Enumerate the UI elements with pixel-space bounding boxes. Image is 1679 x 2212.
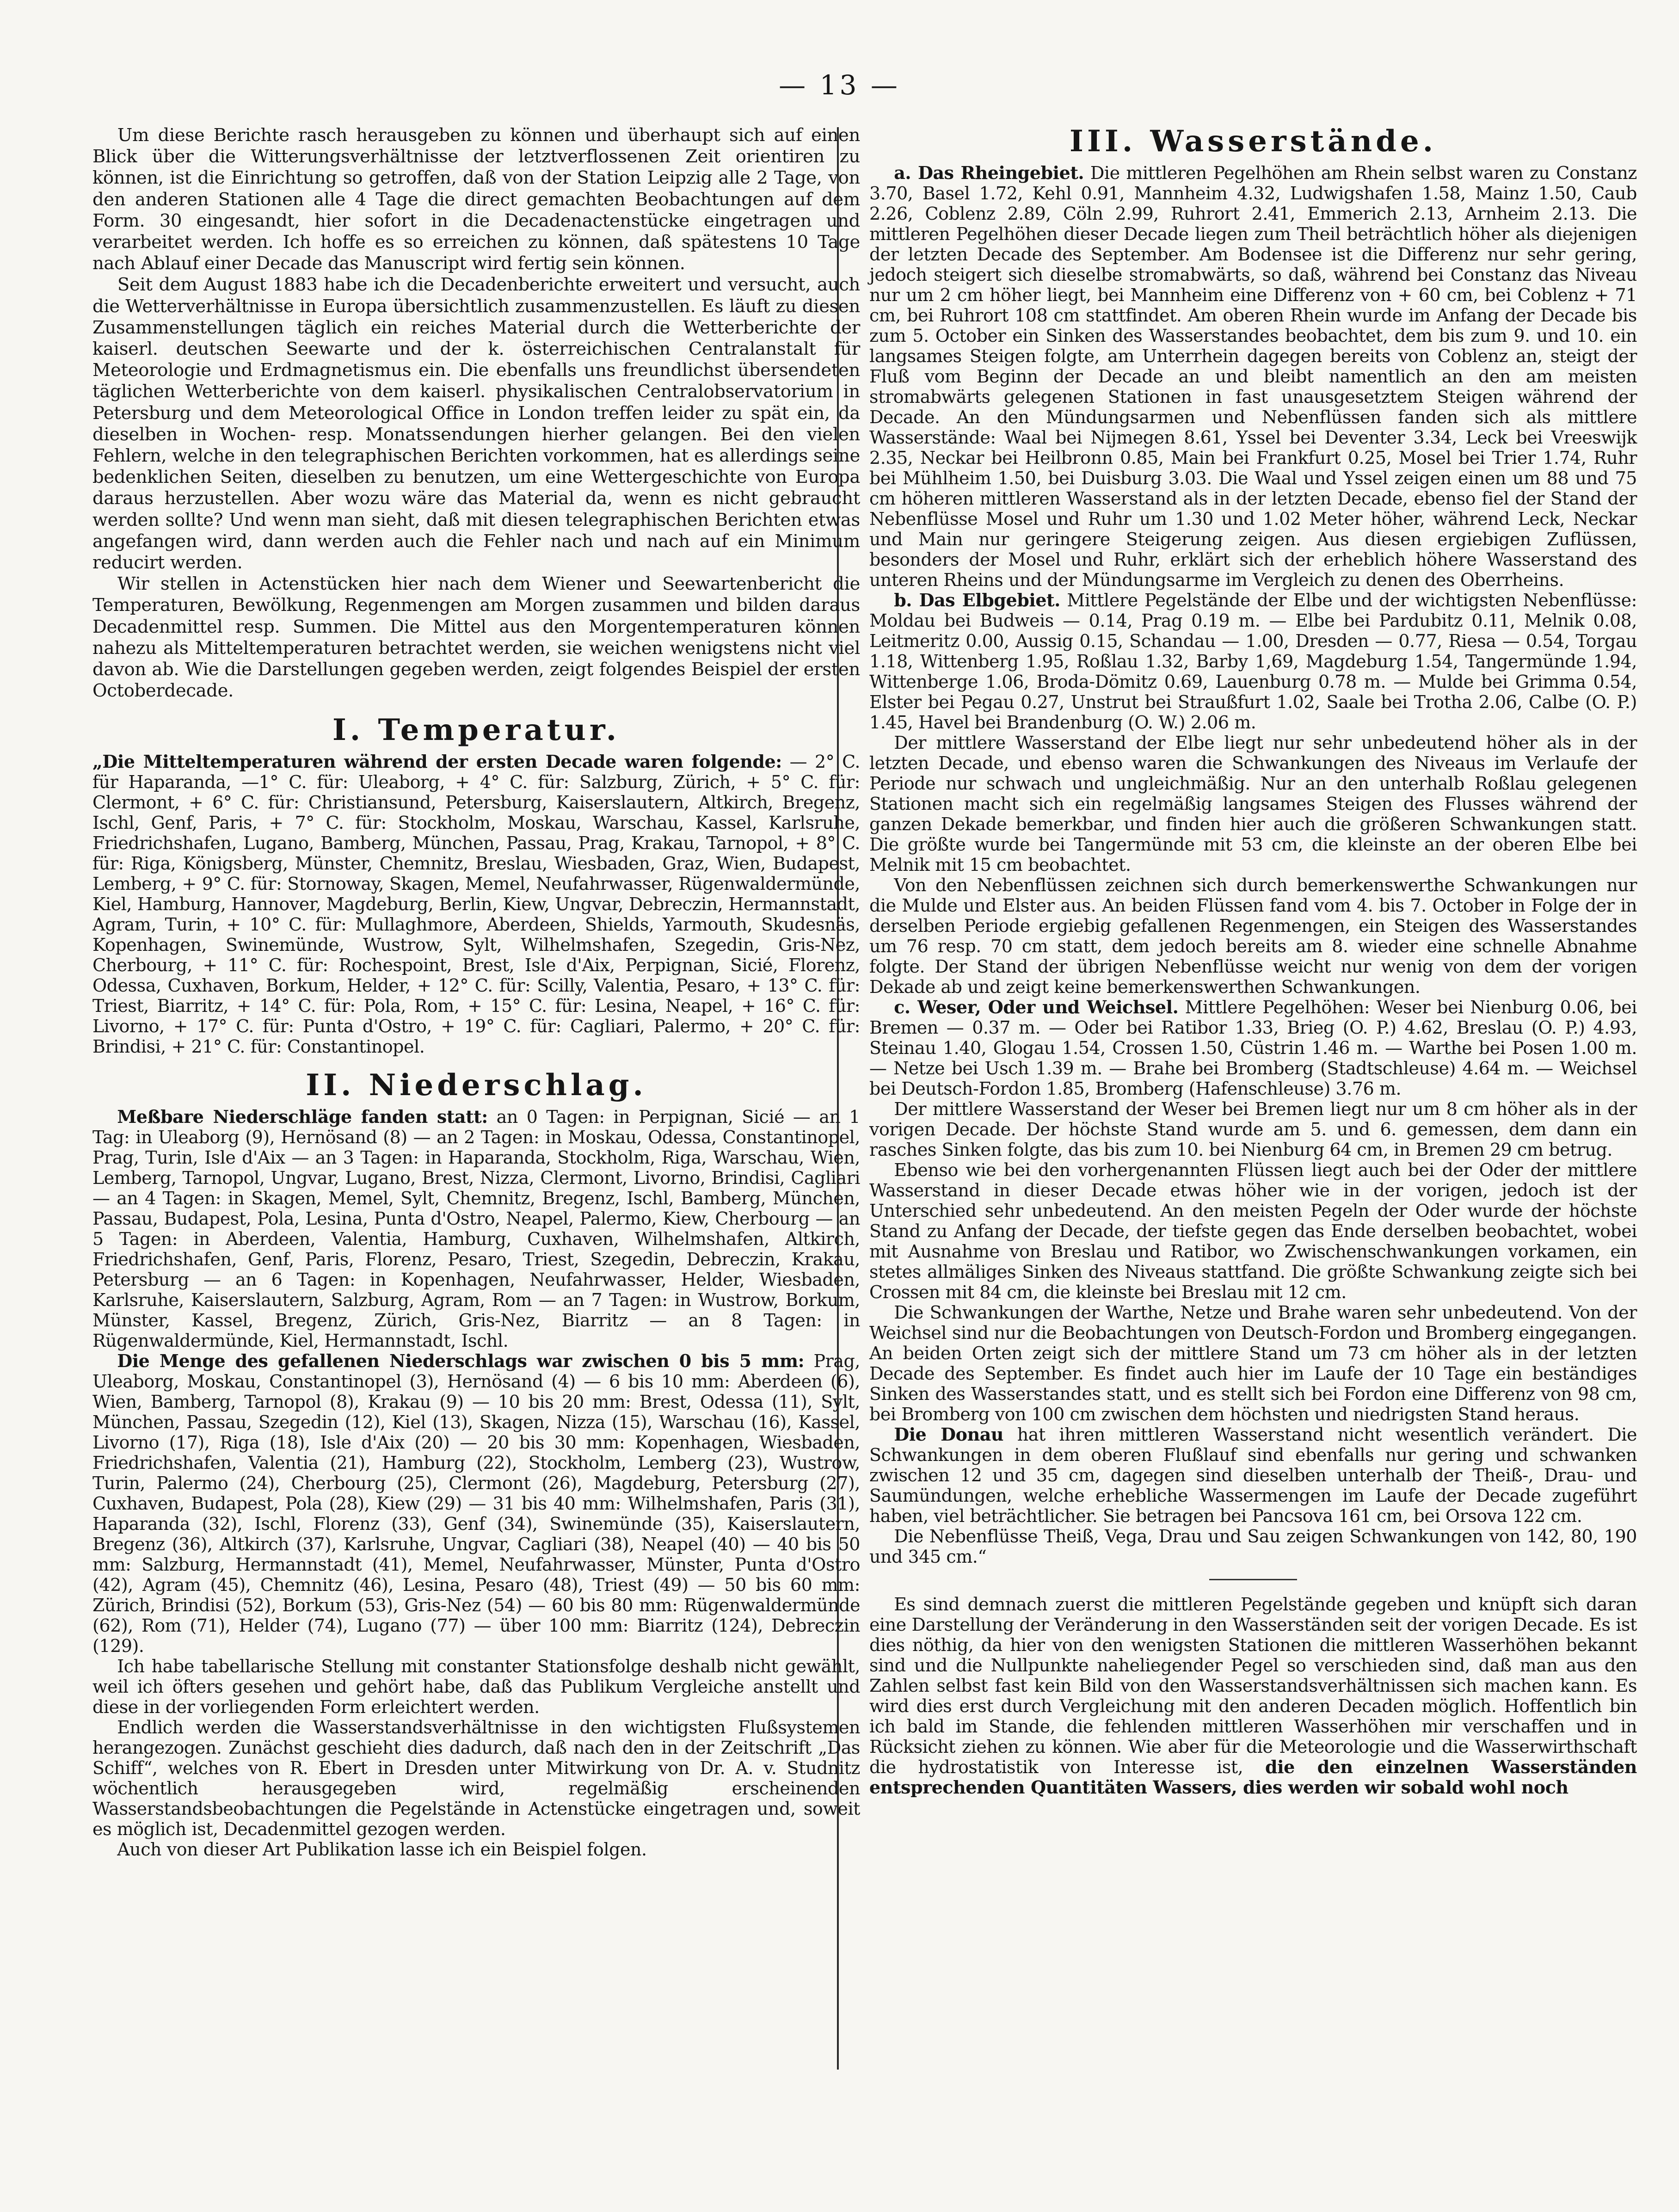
elbe-tributaries-paragraph: Von den Nebenflüssen zeichnen sich durch bemerkenswerthe Schwankungen nur die Mulde und Elster aus. An beiden Flüssen fand vom 4. bis 7. October in Folge der in derselben Periode ergiebig gefallenen Regenmengen, ein Steigen des Wasserstandes um 76 resp. 70 cm statt, dem jedoch bereits am 8. wieder eine schnelle Abnahme folgte. Der Stand der übrigen Nebenflüsse weicht nur wenig von dem der vorigen Dekade ab und zeigt keine bemerkenswerthen Schwankungen.: [869, 875, 1637, 997]
rhein-body: Die mittleren Pegelhöhen am Rhein selbst waren zu Constanz 3.70, Basel 1.72, Kehl 0.91, Mannheim 4.32, Ludwigshafen 1.58, Mainz 1.50, Caub 2.26, Coblenz 2.89, Cöln 2.99, Ruhrort 2.41, Emmerich 2.13, Arnheim 2.13. Die mittleren Pegelhöhen dieser Decade liegen zum Theil beträchtlich höher als diejenigen der letzten Decade des September. Am Bodensee ist die Differenz nur sehr gering, jedoch steigert sich dieselbe stromabwärts, so daß, während bei Constanz das Niveau nur um 2 cm höher liegt, bei Mannheim eine Differenz von + 60 cm, bei Coblenz + 71 cm, bei Ruhrort 108 cm stattfindet. Am oberen Rhein wurde im Anfang der Decade bis zum 5. October ein Sinken des Wasserstandes beobachtet, dem bis zum 9. und 10. ein langsames Steigen folgte, am Unterrhein dagegen bereits von Coblenz an, steigt der Fluß vom Beginn der Decade an und bleibt namentlich an den am meisten stromabwärts gelegenen Stationen in fast unausgesetztem Steigen während der Decade. An den Mündungsarmen und Nebenflüssen fanden sich als mittlere Wasserstände: Waal bei Nijmegen 8.61, Yssel bei Deventer 3.34, Leck bei Vreeswijk 2.35, Neckar bei Heilbronn 0.85, Main bei Frankfurt 0.25, Mosel bei Trier 1.74, Ruhr bei Mühlheim 1.50, bei Duisburg 3.03. Die Waal und Yssel zeigen einen um 88 und 75 cm höheren mittleren Wasserstand als in der letzten Decade, ebenso fiel der Stand der Nebenflüsse Mosel und Ruhr um 1.30 und 1.02 Meter höher, während Leck, Neckar und Main nur geringere Steigerung zeigen. Aus diesen ergiebigen Zuflüssen, besonders der Mosel und Ruhr, erklärt sich der erheblich höhere Wasserstand des unteren Rheins und der Mündungsarme im Vergleich zu denen des Oberrheins.: [869, 163, 1637, 590]
precipitation-lead: Meßbare Niederschläge fanden statt:: [117, 1106, 488, 1128]
temperature-paragraph: [92, 752, 860, 1057]
precipitation-amount-paragraph: [92, 1351, 860, 1656]
left-column: [92, 125, 860, 1860]
elbe-paragraph: [869, 590, 1637, 733]
elbe-body: Mittlere Pegelstände der Elbe und der wichtigsten Nebenflüsse: Moldau bei Budweis — 0.14, Prag 0.19 m. — Elbe bei Pardubitz 0.11, Melnik 0.08, Leitmeritz 0.00, Aussig 0.15, Schandau — 1.00, Dresden — 0.77, Riesa — 0.54, Torgau 1.18, Wittenberg 1.95, Roßlau 1.32, Barby 1,69, Magdeburg 1.54, Tangermünde 1.94, Wittenberge 1.06, Broda-Dömitz 0.69, Lauenburg 0.78 m. — Mulde bei Grimma 0.54, Elster bei Pegau 0.27, Unstrut bei Straußfurt 1.02, Saale bei Trotha 2.06, Calbe (O. P.) 1.45, Havel bei Brandenburg (O. W.) 2.06 m.: [869, 590, 1637, 733]
decade-report-paragraph: Seit dem August 1883 habe ich die Decadenberichte erweitert und versucht, auch die Wetterverhältnisse in Europa übersichtlich zusammenzustellen. Es läuft zu diesen Zusammenstellungen täglich ein reiches Material durch die Wetterberichte der kaiserl. deutschen Seewarte und der k. österreichischen Centralanstalt für Meteorologie und Erdmagnetismus ein. Die ebenfalls uns freundlichst übersendeten täglichen Wetterberichte von dem kaiserl. physikalischen Centralobservatorium in Petersburg und dem Meteorological Office in London treffen leider zu spät ein, da dieselben in Wochen- resp. Monatssendungen hierher gelangen. Bei den vielen Fehlern, welche in den telegraphischen Berichten vorkommen, hat es allerdings seine bedenklichen Seiten, dieselben zu benutzen, um eine Wettergeschichte von Europa daraus herzustellen. Aber wozu wäre das Material da, wenn es nicht gebraucht werden sollte? Und wenn man sieht, daß mit diesen telegraphischen Berichten etwas angefangen wird, dann werden auch die Fehler nach und nach auf ein Minimum reducirt werden.: [92, 274, 860, 573]
weichsel-paragraph: Die Schwankungen der Warthe, Netze und Brahe waren sehr unbedeutend. Von der Weichsel sind nur die Beobachtungen von Deutsch-Fordon und Bromberg eingegangen. An beiden Orten zeigt sich der mittlere Stand um 73 cm höher als in der letzten Decade des September. Es findet auch hier im Laufe der 10 Tage ein beständiges Sinken des Wasserstandes statt, und es stellt sich bei Fordon eine Differenz von 98 cm, bei Bromberg von 100 cm zwischen dem höchsten und niedrigsten Stand heraus.: [869, 1302, 1637, 1424]
elbe-lead: b. Das Elbgebiet.: [894, 590, 1060, 610]
water-level-intro-paragraph: Endlich werden die Wasserstandsverhältnisse in den wichtigsten Flußsystemen herangezogen. Zunächst geschieht dies dadurch, daß nach den in der Zeitschrift „Das Schiff“, welches von R. Ebert in Dresden unter Mitwirkung von Dr. A. v. Studnitz wöchentlich herausgegeben wird, regelmäßig erscheinenden Wasserstandsbeobachtungen die Pegelstände in Actenstücke eingetragen und, soweit es möglich ist, Decadenmittel gezogen werden.: [92, 1717, 860, 1840]
closing-paragraph: [869, 1594, 1637, 1798]
oder-paragraph: Ebenso wie bei den vorhergenannten Flüssen liegt auch bei der Oder der mittlere Wasserstand in dieser Decade etwas höher wie in der vorigen, jedoch ist der Unterschied sehr unbedeutend. An den meisten Pegeln der Oder wurde der höchste Stand zu Anfang der Decade, der tiefste gegen das Ende derselben beobachtet, wobei mit Ausnahme von Breslau und Ratibor, wo Zwischenschwankungen vorkamen, ein stetes allmäliges Sinken des Niveaus stattfand. Die größte Schwankung zeigte sich bei Crossen mit 84 cm, die kleinste bei Breslau mit 12 cm.: [869, 1160, 1637, 1302]
weser-oder-weichsel-paragraph: [869, 997, 1637, 1099]
right-column: [869, 125, 1637, 1798]
section-separator-rule: [1209, 1579, 1297, 1580]
page-number: — 13 —: [779, 69, 900, 101]
weser-mean-paragraph: Der mittlere Wasserstand der Weser bei Bremen liegt nur um 8 cm höher als in der vorigen Decade. Der höchste Stand wurde am 5. und 6. gemessen, dem dann ein rasches Sinken folgte, das bis zum 10. bei Nienburg 64 cm, in Bremen 29 cm betrug.: [869, 1099, 1637, 1160]
tabular-remark-paragraph: Ich habe tabellarische Stellung mit constanter Stationsfolge deshalb nicht gewählt, weil ich öfters gesehen und gehört habe, daß das Publikum Vergleiche anstellt und diese in der vorliegenden Form erleichtert werden.: [92, 1656, 860, 1718]
actenstuecke-paragraph: Wir stellen in Actenstücken hier nach dem Wiener und Seewartenbericht die Temperaturen, Bewölkung, Regenmengen am Morgen zusammen und bilden daraus Decadenmittel resp. Summen. Die Mittel aus den Morgentemperaturen können nahezu als Mitteltemperaturen betrachtet werden, sie weichen wenigstens nicht viel davon ab. Wie die Darstellungen gegeben werden, zeigt folgendes Beispiel der ersten Octoberdecade.: [92, 573, 860, 702]
closing-bold: die den einzelnen Wasserständen entsprechenden Quantitäten Wassers, dies werden wir sobald wohl noch: [869, 1756, 1637, 1798]
precipitation-amount-body: Prag, Uleaborg, Moskau, Constantinopel (3), Hernösand (4) — 6 bis 10 mm: Aberdeen (6), Wien, Bamberg, Tarnopol (8), Krakau (9) — 10 bis 20 mm: Brest, Odessa (11), Sylt, München, Passau, Szegedin (12), Kiel (13), Skagen, Nizza (15), Warschau (16), Kassel, Livorno (17), Riga (18), Isle d'Aix (20) — 20 bis 30 mm: Kopenhagen, Wiesbaden, Friedrichshafen, Valentia (21), Hamburg (22), Stockholm, Lemberg (23), Wustrow, Turin, Palermo (24), Cherbourg (25), Clermont (26), Magdeburg, Petersburg (27), Cuxhaven, Budapest, Pola (28), Kiew (29) — 31 bis 40 mm: Wilhelmshafen, Paris (31), Haparanda (32), Ischl, Florenz (33), Genf (34), Swinemünde (35), Kaiserslautern, Bregenz (36), Altkirch (37), Karlsruhe, Ungvar, Cagliari (38), Neapel (40) — 40 bis 50 mm: Salzburg, Hermannstadt (41), Memel, Neufahrwasser, Münster, Punta d'Ostro (42), Agram (45), Chemnitz (46), Lesina, Pesaro (48), Triest (49) — 50 bis 60 mm: Zürich, Brindisi (52), Borkum (53), Gris-Nez (54) — 60 bis 80 mm: Rügenwaldermünde (62), Rom (71), Helder (74), Lugano (77) — über 100 mm: Biarritz (124), Debreczin (129).: [92, 1351, 860, 1657]
section-heading-temperatur: I. Temperatur.: [332, 713, 621, 748]
closing-body: Es sind demnach zuerst die mittleren Pegelstände gegeben und knüpft sich daran eine Darstellung der Veränderung in den Wasserständen seit der vorigen Decade. Es ist dies nöthig, da hier von den wenigsten Stationen die mittleren Wasserhöhen bekannt sind und die Nullpunkte naheliegender Pegel so verschieden sind, daß man aus den Zahlen selbst fast kein Bild von den Wasserstandsverhältnissen sich machen kann. Es wird dies erst durch Vergleichung mit den anderen Decaden möglich. Hoffentlich bin ich bald im Stande, die fehlenden mittleren Wasserhöhen mir verschaffen und in Rücksicht ziehen zu können. Wie aber für die Meteorologie und die Wasserwirthschaft die hydrostatistik von Interesse ist,: [869, 1594, 1637, 1777]
temperature-body: — 2° C. für Haparanda, —1° C. für: Uleaborg, + 4° C. für: Salzburg, Zürich, + 5° C. für: Clermont, + 6° C. für: Christiansund, Petersburg, Kaiserslautern, Altkirch, Bregenz, Ischl, Genf, Paris, + 7° C. für: Stockholm, Moskau, Warschau, Kassel, Karlsruhe, Friedrichshafen, Lugano, Bamberg, München, Passau, Prag, Krakau, Tarnopol, + 8° C. für: Riga, Königsberg, Münster, Chemnitz, Breslau, Wiesbaden, Graz, Wien, Budapest, Lemberg, + 9° C. für: Stornoway, Skagen, Memel, Neufahrwasser, Rügenwaldermünde, Kiel, Hamburg, Hannover, Magdeburg, Berlin, Kiew, Ungvar, Debreczin, Hermannstadt, Agram, Turin, + 10° C. für: Mullaghmore, Aberdeen, Shields, Yarmouth, Skudesnäs, Kopenhagen, Swinemünde, Wustrow, Sylt, Wilhelmshafen, Szegedin, Gris-Nez, Cherbourg, + 11° C. für: Rochespoint, Brest, Isle d'Aix, Perpignan, Sicié, Florenz, Odessa, Cuxhaven, Borkum, Helder, + 12° C. für: Scilly, Valentia, Pesaro, + 13° C. für: Triest, Biarritz, + 14° C. für: Pola, Rom, + 15° C. für: Lesina, Neapel, + 16° C. für: Livorno, + 17° C. für: Punta d'Ostro, + 19° C. für: Cagliari, Palermo, + 20° C. für: Brindisi, + 21° C. für: Constantinopel.: [92, 752, 860, 1057]
rhein-lead: a. Das Rheingebiet.: [894, 162, 1084, 183]
weser-lead: c. Weser, Oder und Weichsel.: [894, 997, 1179, 1017]
temperature-lead: „Die Mitteltemperaturen während der ersten Decade waren folgende:: [92, 751, 782, 772]
rhein-paragraph: [869, 163, 1637, 590]
intro-paragraph: Um diese Berichte rasch herausgeben zu können und überhaupt sich auf einen Blick über die Witterungsverhältnisse der letztverflossenen Zeit orientiren zu können, ist die Einrichtung so getroffen, daß von der Station Leipzig alle 2 Tage, von den anderen Stationen alle 4 Tage die direct gemachten Beobachtungen auf dem Form. 30 eingesandt, hier sofort in die Decadenactenstücke eingetragen und verarbeitet werden. Ich hoffe es so erreichen zu können, daß spätestens 10 Tage nach Ablauf einer Decade das Manuscript wird fertig sein können.: [92, 125, 860, 274]
section-heading-wasserstaende: III. Wasserstände.: [1070, 124, 1437, 159]
donau-lead: Die Donau: [894, 1424, 1004, 1445]
weser-body: Mittlere Pegelhöhen: Weser bei Nienburg 0.06, bei Bremen — 0.37 m. — Oder bei Ratibor 1.33, Brieg (O. P.) 4.62, Breslau (O. P.) 4.93, Steinau 1.40, Glogau 1.54, Crossen 1.50, Cüstrin 1.46 m. — Warthe bei Posen 1.00 m. — Netze bei Usch 1.39 m. — Brahe bei Bromberg (Stadtschleuse) 4.64 m. — Weichsel bei Deutsch-Fordon 1.85, Bromberg (Hafenschleuse) 3.76 m.: [869, 997, 1637, 1099]
donau-body: hat ihren mittleren Wasserstand nicht wesentlich verändert. Die Schwankungen in dem oberen Flußlauf sind ebenfalls nur gering und schwanken zwischen 12 und 35 cm, dagegen sind dieselben unterhalb der Theiß-, Drau- und Saumündungen, welche erhebliche Wassermengen im Laufe der Decade zugeführt haben, viel beträchtlicher. Sie betragen bei Pancsova 161 cm, bei Orsova 122 cm.: [869, 1424, 1637, 1526]
example-follows-paragraph: Auch von dieser Art Publikation lasse ich ein Beispiel folgen.: [117, 1839, 647, 1860]
elbe-mean-paragraph: Der mittlere Wasserstand der Elbe liegt nur sehr unbedeutend höher als in der letzten Decade, und ebenso waren die Schwankungen des Niveaus im Verlaufe der Periode nur schwach und ungleichmäßig. Nur an den unterhalb Roßlau gelegenen Stationen macht sich ein regelmäßig langsames Steigen des Flusses während der ganzen Dekade bemerkbar, und finden hier auch die größeren Schwankungen statt. Die größte wurde bei Tangermünde mit 53 cm, die kleinste an der oberen Elbe bei Melnik mit 15 cm beobachtet.: [869, 733, 1637, 875]
precipitation-days-body: an 0 Tagen: in Perpignan, Sicié — an 1 Tag: in Uleaborg (9), Hernösand (8) — an 2 Tagen: in Moskau, Odessa, Constantinopel, Prag, Turin, Isle d'Aix — an 3 Tagen: in Haparanda, Stockholm, Riga, Warschau, Wien, Lemberg, Tarnopol, Ungvar, Lugano, Brest, Nizza, Clermont, Livorno, Brindisi, Cagliari — an 4 Tagen: in Skagen, Memel, Sylt, Chemnitz, Bregenz, Ischl, Bamberg, München, Passau, Budapest, Pola, Lesina, Punta d'Ostro, Neapel, Palermo, Kiew, Cherbourg — an 5 Tagen: in Aberdeen, Valentia, Hamburg, Cuxhaven, Wilhelmshafen, Altkirch, Friedrichshafen, Genf, Paris, Florenz, Pesaro, Triest, Szegedin, Debreczin, Krakau, Petersburg — an 6 Tagen: in Kopenhagen, Neufahrwasser, Helder, Wiesbaden, Karlsruhe, Kaiserslautern, Salzburg, Agram, Rom — an 7 Tagen: in Wustrow, Borkum, Münster, Kassel, Bregenz, Zürich, Gris-Nez, Biarritz — an 8 Tagen: in Rügenwaldermünde, Kiel, Hermannstadt, Ischl.: [92, 1107, 860, 1351]
donau-tributaries-paragraph: Die Nebenflüsse Theiß, Vega, Drau und Sau zeigen Schwankungen von 142, 80, 190 und 345 cm.“: [869, 1526, 1637, 1567]
section-heading-niederschlag: II. Niederschlag.: [306, 1068, 647, 1103]
precipitation-amount-lead: Die Menge des gefallenen Niederschlags war zwischen 0 bis 5 mm:: [117, 1350, 805, 1372]
precipitation-days-paragraph: [92, 1107, 860, 1351]
donau-paragraph: [869, 1424, 1637, 1526]
